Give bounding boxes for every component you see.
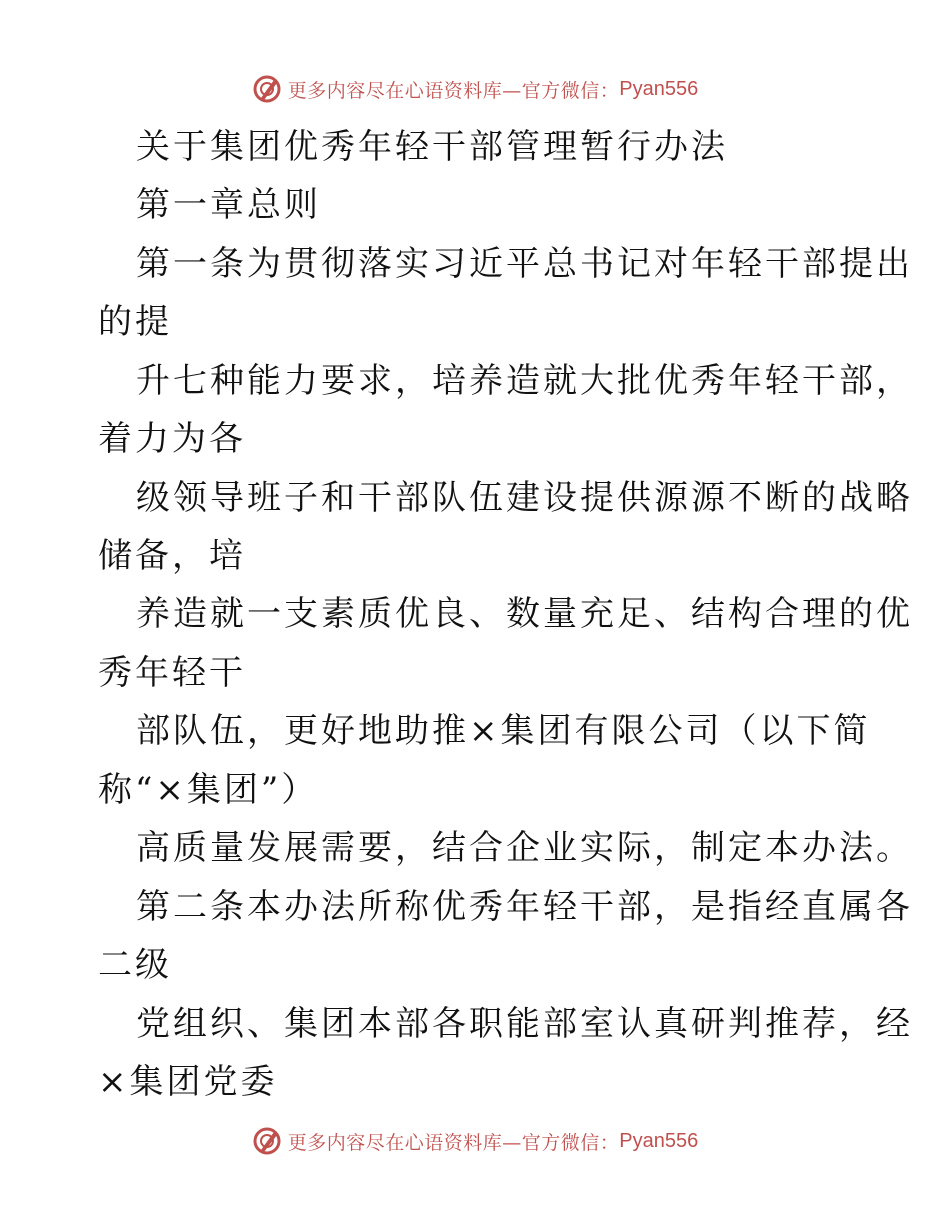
paragraph-line: 高质量发展需要，结合企业实际，制定本办法。 bbox=[136, 828, 913, 868]
logo-icon bbox=[252, 1126, 282, 1156]
paragraph-line: 级领导班子和干部队伍建设提供源源不断的战略 bbox=[136, 478, 913, 518]
watermark-wechat-id: Pyan556 bbox=[619, 1129, 699, 1152]
paragraph-line: 称“×集团”） bbox=[98, 770, 319, 810]
header-watermark bbox=[0, 72, 950, 106]
chapter-heading: 第一章总则 bbox=[136, 185, 321, 225]
paragraph-line: 的提 bbox=[98, 302, 172, 342]
paragraph-line: 养造就一支素质优良、数量充足、结构合理的优 bbox=[136, 594, 913, 634]
paragraph-line: 党组织、集团本部各职能部室认真研判推荐，经 bbox=[136, 1004, 913, 1044]
watermark-text: 更多内容尽在心语资料库—官方微信： bbox=[287, 1131, 620, 1154]
paragraph-line: 升七种能力要求，培养造就大批优秀年轻干部， bbox=[136, 361, 913, 401]
logo-icon bbox=[252, 74, 282, 104]
paragraph-line: ×集团党委 bbox=[98, 1062, 278, 1102]
paragraph-line: 储备，培 bbox=[98, 536, 246, 576]
watermark-text: 更多内容尽在心语资料库—官方微信： bbox=[287, 79, 620, 102]
paragraph-line: 秀年轻干 bbox=[98, 653, 246, 693]
document-title: 关于集团优秀年轻干部管理暂行办法 bbox=[136, 127, 728, 167]
paragraph-line: 第一条为贯彻落实习近平总书记对年轻干部提出 bbox=[136, 244, 913, 284]
paragraph-line: 部队伍，更好地助推×集团有限公司（以下简 bbox=[136, 711, 871, 751]
paragraph-line: 二级 bbox=[98, 945, 172, 985]
watermark-wechat-id: Pyan556 bbox=[619, 77, 699, 100]
footer-watermark bbox=[0, 1124, 950, 1158]
paragraph-line: 着力为各 bbox=[98, 419, 246, 459]
paragraph-line: 第二条本办法所称优秀年轻干部，是指经直属各 bbox=[136, 887, 913, 927]
